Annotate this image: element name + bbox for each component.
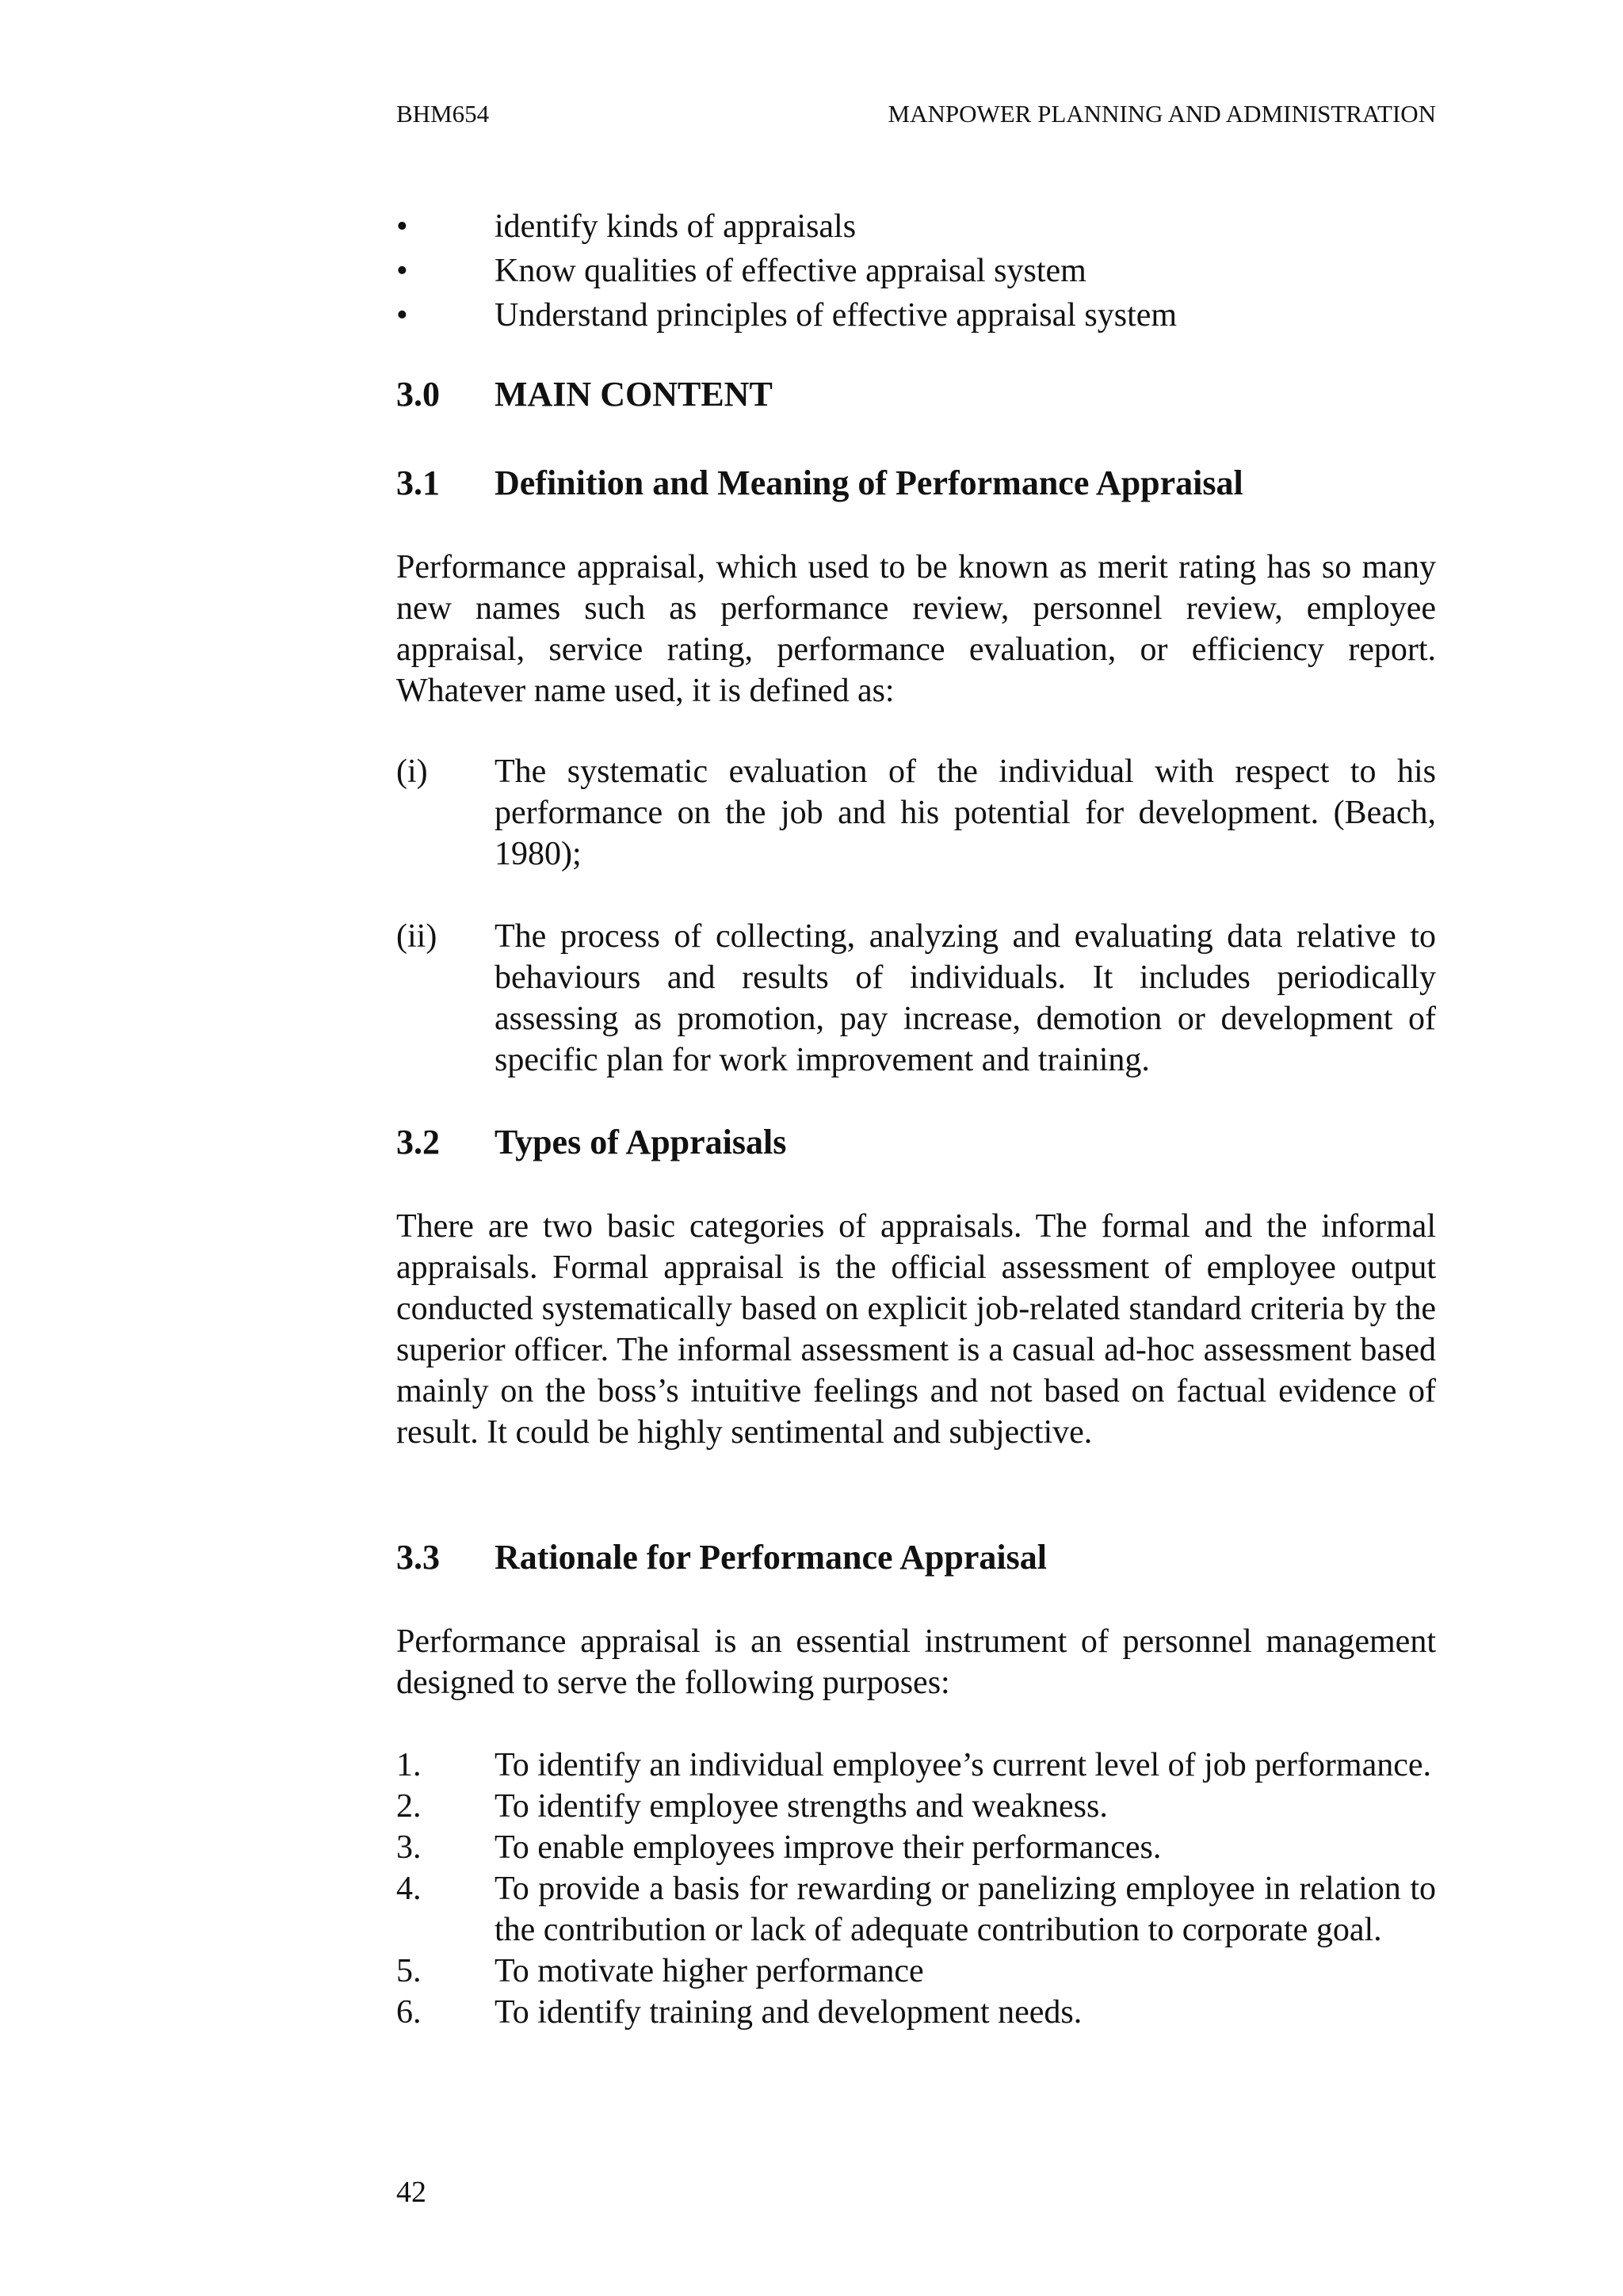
paragraph-text: There are two basic categories of appraisals. The formal and the informal appraisals. Formal appraisal is the official assessment of employee output conducted systematically based on explicit job-related standard criteria by the superior officer. The informal assessment is a casual ad-hoc assessment based mainly on the boss’s intuitive feelings and not based on factual evidence of result. It could be highly sentimental and subjective.: [396, 1208, 1436, 1451]
item-text: To identify training and development needs.: [495, 1994, 1083, 2031]
list-item: [396, 751, 1436, 875]
types-paragraph: [396, 1206, 1436, 1453]
course-title: MANPOWER PLANNING AND ADMINISTRATION: [888, 100, 1436, 128]
list-item: [396, 1827, 1436, 1868]
item-label: (i): [396, 753, 428, 790]
item-label: 1.: [396, 1747, 422, 1783]
item-label: (ii): [396, 918, 437, 955]
section-title: Rationale for Performance Appraisal: [495, 1538, 1047, 1577]
section-title: Types of Appraisals: [495, 1123, 787, 1161]
item-text: To provide a basis for rewarding or panelizing employee in relation to the contribution or lack of adequate contribution to corporate goal.: [495, 1871, 1436, 1948]
section-number: 3.1: [396, 463, 440, 502]
definitions-list: [396, 751, 1436, 875]
objective-text: identify kinds of appraisals: [495, 208, 857, 245]
objective-text: Know qualities of effective appraisal system: [495, 253, 1086, 289]
purposes-list: [396, 1745, 1436, 2033]
definitions-list-2: [396, 916, 1436, 1081]
section-number: 3.0: [396, 375, 440, 414]
page-number: 42: [396, 2176, 426, 2209]
item-text: The process of collecting, analyzing and evaluating data relative to behaviours and results of individuals. It includes periodically assessing as promotion, pay increase, demotion or development of specific plan for work improvement and training.: [495, 918, 1436, 1078]
item-text: To identify an individual employee’s current level of job performance.: [495, 1747, 1431, 1783]
section-number: 3.2: [396, 1123, 440, 1161]
item-label: 6.: [396, 1994, 422, 2031]
course-code: BHM654: [396, 100, 490, 128]
list-item: [396, 1868, 1436, 1951]
item-label: 4.: [396, 1871, 422, 1907]
list-item: [396, 1745, 1436, 1786]
item-text: To motivate higher performance: [495, 1953, 924, 1989]
list-item: [396, 916, 1436, 1081]
item-label: 2.: [396, 1788, 422, 1825]
bullet-icon: •: [396, 208, 408, 245]
objectives-list: [396, 204, 1436, 338]
definition-intro-paragraph: [396, 547, 1436, 711]
item-text: To enable employees improve their performances.: [495, 1829, 1162, 1866]
list-item: [396, 249, 1436, 293]
section-title: MAIN CONTENT: [495, 375, 773, 414]
rationale-intro-paragraph: [396, 1621, 1436, 1703]
bullet-icon: •: [396, 297, 408, 334]
list-item: [396, 1992, 1436, 2033]
item-label: 5.: [396, 1953, 422, 1989]
list-item: [396, 293, 1436, 338]
item-text: The systematic evaluation of the individual with respect to his performance on the job and his potential for development. (Beach, 1980);: [495, 753, 1436, 872]
item-text: To identify employee strengths and weakness.: [495, 1788, 1108, 1825]
running-header: [396, 98, 1436, 130]
list-item: [396, 1786, 1436, 1827]
list-item: [396, 1951, 1436, 1992]
paragraph-text: Performance appraisal is an essential instrument of personnel management designed to serve the following purposes:: [396, 1623, 1436, 1701]
item-label: 3.: [396, 1829, 422, 1866]
list-item: [396, 204, 1436, 249]
section-number: 3.3: [396, 1538, 440, 1577]
section-title: Definition and Meaning of Performance Appraisal: [495, 463, 1243, 502]
bullet-icon: •: [396, 253, 408, 289]
paragraph-text: Performance appraisal, which used to be known as merit rating has so many new names such as performance review, personnel review, employee appraisal, service rating, performance evaluation, or efficiency report. Whatever name used, it is defined as:: [396, 549, 1436, 709]
objective-text: Understand principles of effective appraisal system: [495, 297, 1178, 334]
